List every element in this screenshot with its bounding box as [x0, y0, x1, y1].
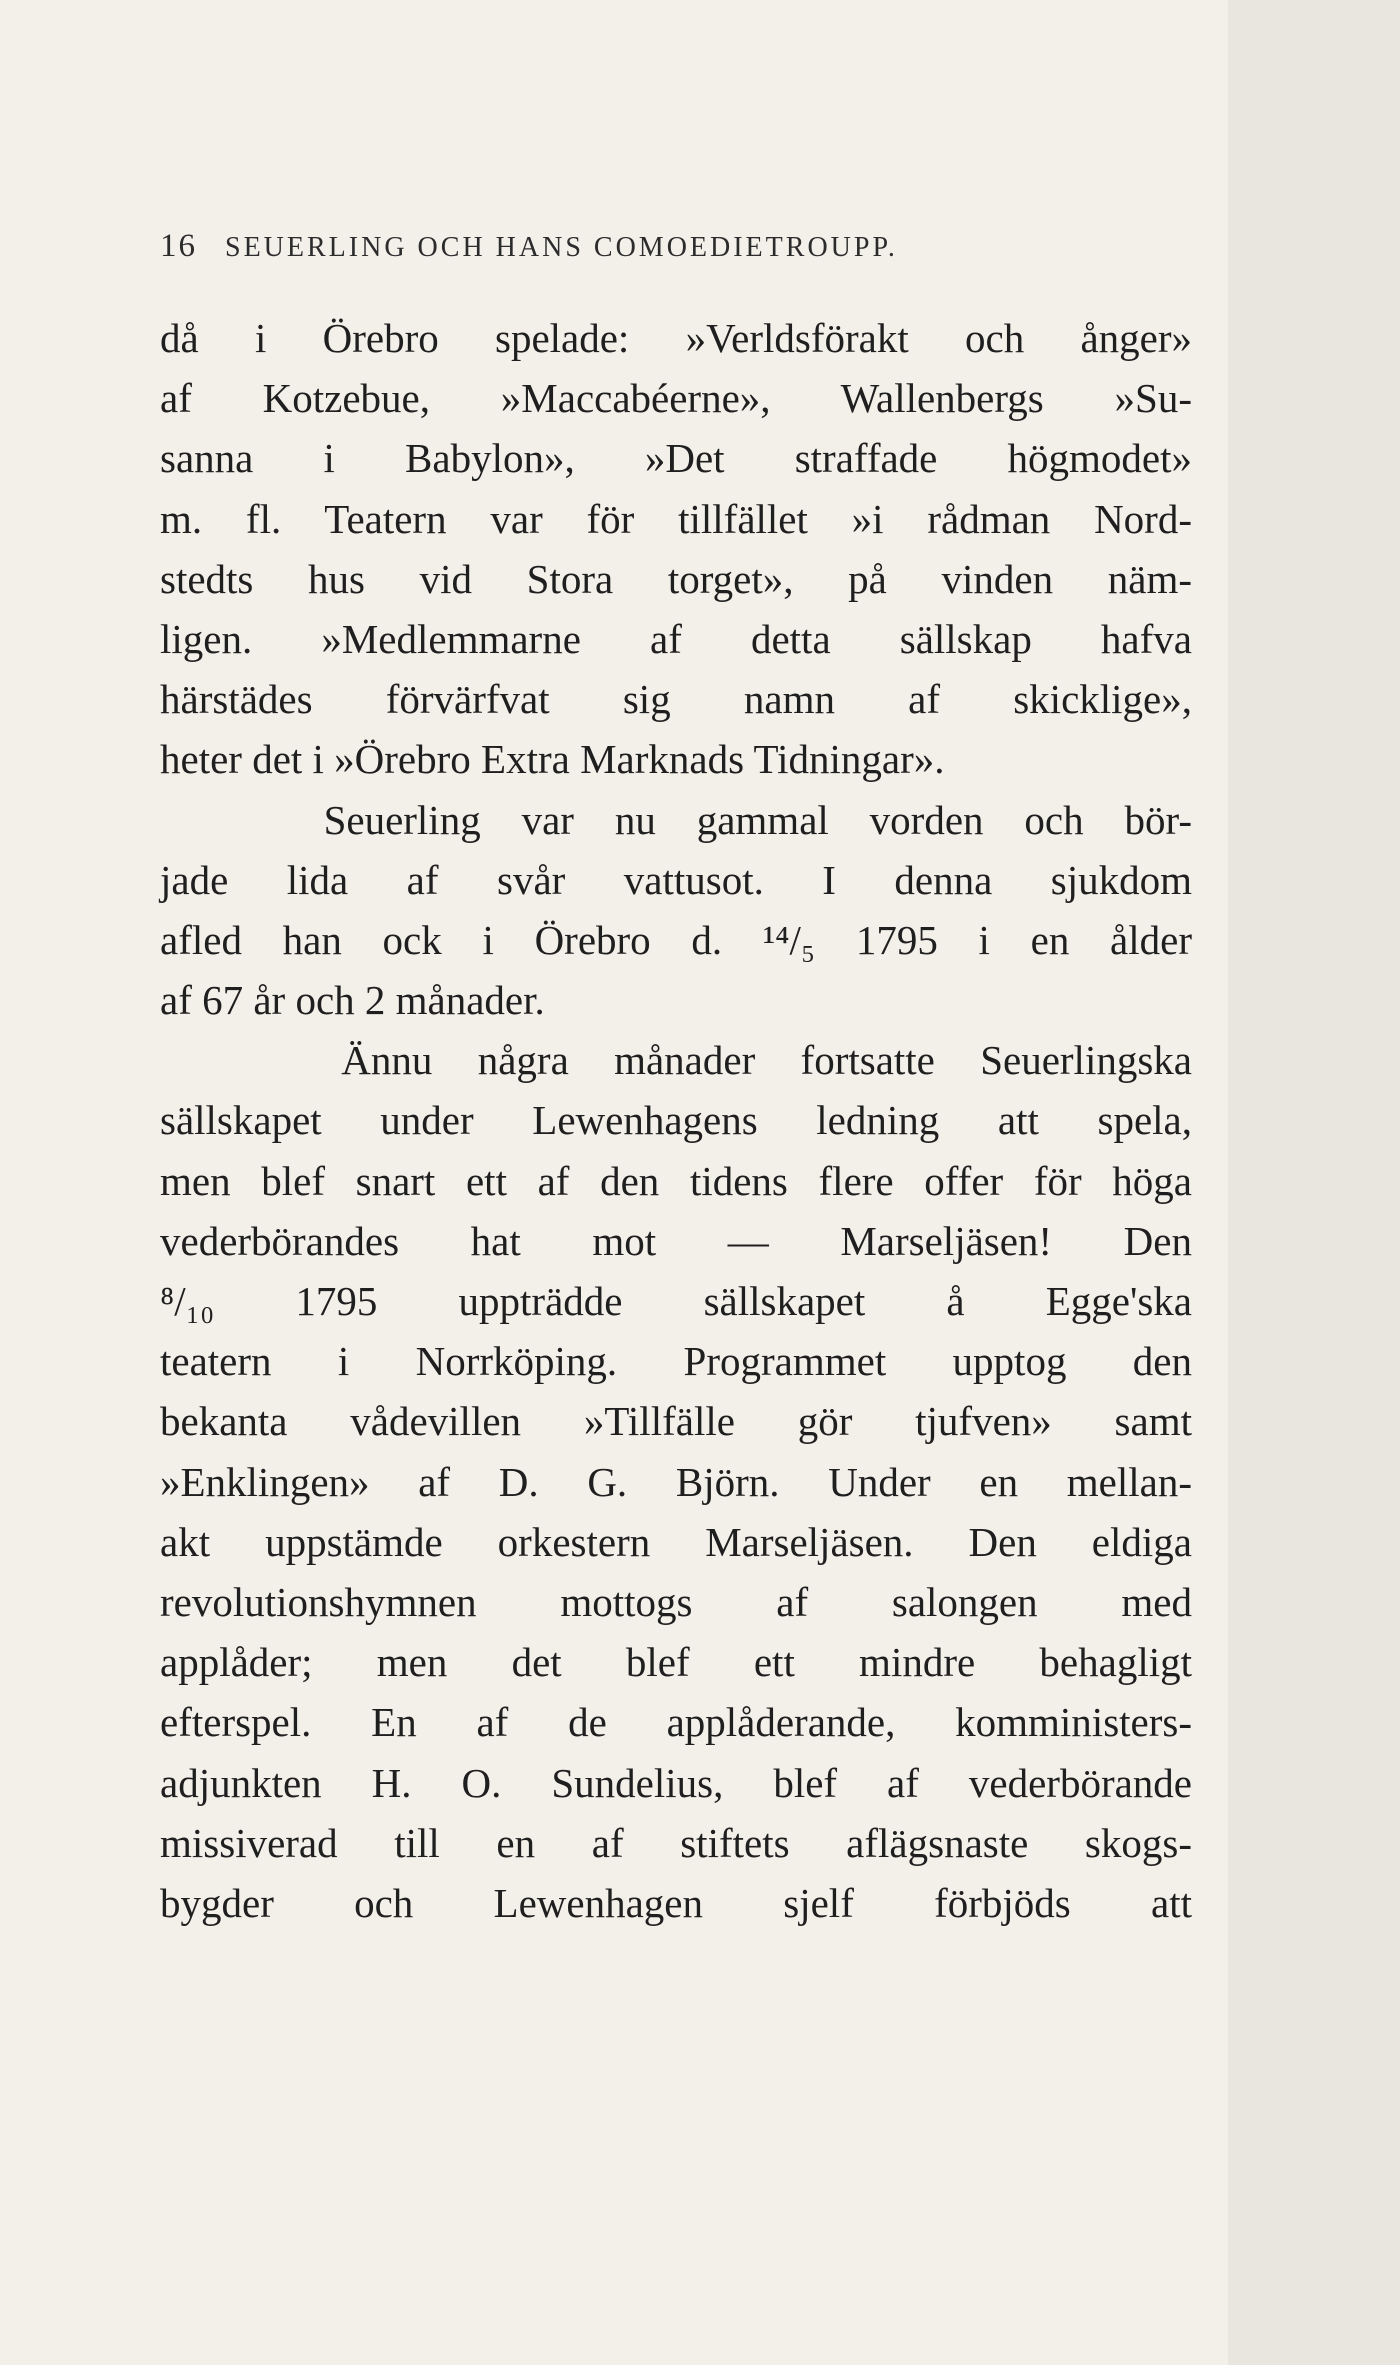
text-line: bygder och Lewenhagen sjelf förbjöds att — [160, 1879, 1192, 1926]
text-line: stedts hus vid Stora torget», på vinden näm- — [160, 555, 1192, 602]
text-line: Ännu några månader fortsatte Seuerlingska — [160, 1037, 1192, 1084]
page-number: 16 — [160, 228, 197, 264]
text-line: ⁸/₁₀ 1795 uppträdde sällskapet å Egge'ska — [160, 1278, 1192, 1324]
text-line: men blef snart ett af den tidens flere offer för höga — [160, 1157, 1192, 1204]
text-line: härstädes förvärfvat sig namn af skicklige», — [160, 676, 1192, 723]
text-line: vederbörandes hat mot — Marseljäsen! Den — [160, 1217, 1192, 1264]
text-line: »Enklingen» af D. G. Björn. Under en mellan- — [160, 1458, 1192, 1505]
page-margin — [1228, 0, 1400, 2365]
text-line: då i Örebro spelade: »Verldsförakt och ånger» — [160, 315, 1192, 361]
text-line: efterspel. En af de applåderande, komministers- — [160, 1699, 1192, 1746]
text-line: af Kotzebue, »Maccabéerne», Wallenbergs »Su- — [160, 375, 1192, 422]
text-line: sällskapet under Lewenhagens ledning att spela, — [160, 1097, 1192, 1144]
text-line: akt uppstämde orkestern Marseljäsen. Den eldiga — [160, 1518, 1192, 1565]
text-line: bekanta vådevillen »Tillfälle gör tjufven» samt — [160, 1398, 1192, 1445]
text-line: ligen. »Medlemmarne af detta sällskap hafva — [160, 615, 1192, 662]
text-line: jade lida af svår vattusot. I denna sjukdom — [160, 856, 1192, 903]
running-title: SEUERLING OCH HANS COMOEDIETROUPP. — [225, 232, 898, 263]
text-line: Seuerling var nu gammal vorden och bör- — [160, 796, 1192, 843]
text-line: heter det i »Örebro Extra Marknads Tidningar». — [160, 736, 945, 783]
text-line: af 67 år och 2 månader. — [160, 977, 545, 1024]
page-header — [160, 228, 898, 265]
text-line: missiverad till en af stiftets aflägsnaste skogs- — [160, 1819, 1192, 1866]
body-text — [160, 308, 1192, 1933]
text-line: sanna i Babylon», »Det straffade högmodet» — [160, 435, 1192, 482]
text-line: adjunkten H. O. Sundelius, blef af vederbörande — [160, 1759, 1192, 1806]
text-line: revolutionshymnen mottogs af salongen med — [160, 1578, 1192, 1625]
text-line: afled han ock i Örebro d. ¹⁴/₅ 1795 i en ålder — [160, 916, 1192, 963]
text-line: applåder; men det blef ett mindre behagligt — [160, 1639, 1192, 1686]
text-line: m. fl. Teatern var för tillfället »i rådman Nord- — [160, 495, 1192, 542]
text-line: teatern i Norrköping. Programmet upptog den — [160, 1338, 1192, 1385]
